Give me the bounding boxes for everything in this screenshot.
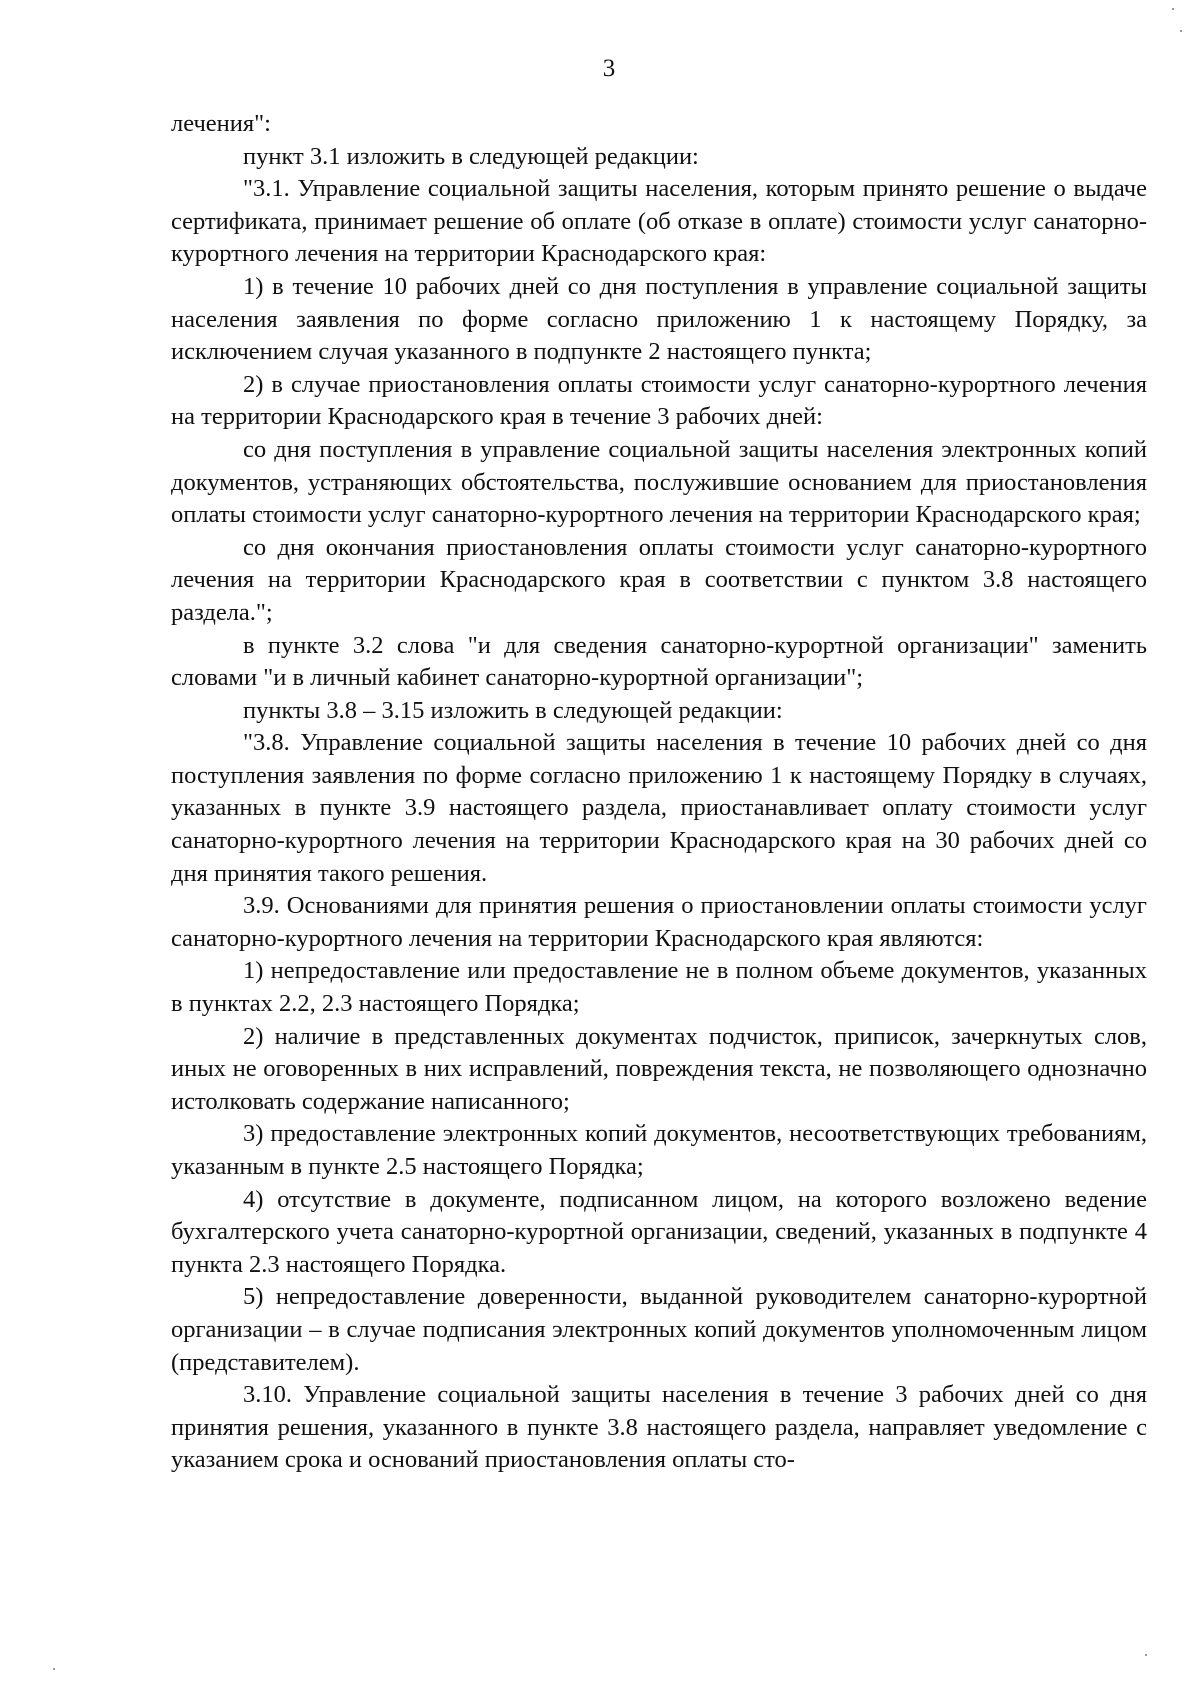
paragraph: 3) предоставление электронных копий документов, несоответствующих требованиям, указанным в пункте 2.5 настоящего Порядка; [171,1120,1147,1180]
paragraph: со дня поступления в управление социальной защиты населения электронных копий документов, устраняющих обстоятельства, послужившие основанием для приостановления оплаты стоимости услуг санаторно-курортного лечения на территории Краснодарского края; [171,435,1147,529]
paragraph: в пункте 3.2 слова "и для сведения санаторно-курортной организации" заменить словами "и в личный кабинет санаторно-курортной организации"; [171,631,1147,692]
paragraph: 1) непредоставление или предоставление не в полном объеме документов, указанных в пунктах 2.2, 2.3 настоящего Порядка; [171,957,1147,1018]
paragraph: "3.1. Управление социальной защиты населения, которым принято решение о выдаче сертификата, принимает решение об оплате (об отказе в оплате) стоимости услуг санаторно-курортного лечения на территории Краснодарского края: [171,175,1147,268]
paragraph: 4) отсутствие в документе, подписанном лицом, на которого возложено ведение бухгалтерского учета санаторно-курортной организации, сведений, указанных в подпункте 4 пункта 2.3 настоящего Порядка. [171,1185,1147,1278]
scan-speck [1145,1654,1147,1656]
paragraph: 2) в случае приостановления оплаты стоимости услуг санаторно-курортного лечения на территории Краснодарского края в течение 3 рабочих дней: [171,370,1147,431]
paragraph: "3.8. Управление социальной защиты населения в течение 10 рабочих дней со дня поступления заявления по форме согласно приложению 1 к настоящему Порядку в случаях, указанных в пункте 3.9 настоящего раздела, приостанавливает оплату стоимости услуг санаторно-курортного лечения на территории Краснодарского края на 30 рабочих дней со дня принятия такого решения. [171,729,1147,887]
document-body [171,108,1147,1477]
paragraph: 5) непредоставление доверенности, выданной руководителем санаторно-курортной организации – в случае подписания электронных копий документов уполномоченным лицом (представителем). [171,1283,1147,1376]
paragraph: 1) в течение 10 рабочих дней со дня поступления в управление социальной защиты населения заявления по форме согласно приложению 1 к настоящему Порядку, за исключением случая указанного в подпункте 2 настоящего пункта; [171,272,1147,366]
scan-speck [53,1668,55,1670]
paragraph: 3.10. Управление социальной защиты населения в течение 3 рабочих дней со дня принятия решения, указанного в пункте 3.8 настоящего раздела, направляет уведомление с указанием срока и оснований приостановления оплаты сто- [171,1381,1147,1474]
paragraph: 3.9. Основаниями для принятия решения о приостановлении оплаты стоимости услуг санаторно-курортного лечения на территории Краснодарского края являются: [171,892,1147,952]
scan-speck [1180,30,1182,32]
scan-speck [1172,8,1174,10]
page-number: 3 [602,55,616,82]
paragraph: пункты 3.8 – 3.15 изложить в следующей редакции: [243,696,783,724]
paragraph: 2) наличие в представленных документах подчисток, приписок, зачеркнутых слов, иных не оговоренных в них исправлений, повреждения текста, не позволяющего однозначно истолковать содержание написанного; [171,1022,1147,1115]
paragraph: лечения": [171,110,271,137]
paragraph: со дня окончания приостановления оплаты стоимости услуг санаторно-курортного лечения на территории Краснодарского края в соответствии с пунктом 3.8 настоящего раздела."; [171,533,1147,626]
paragraph: пункт 3.1 изложить в следующей редакции: [243,142,699,170]
